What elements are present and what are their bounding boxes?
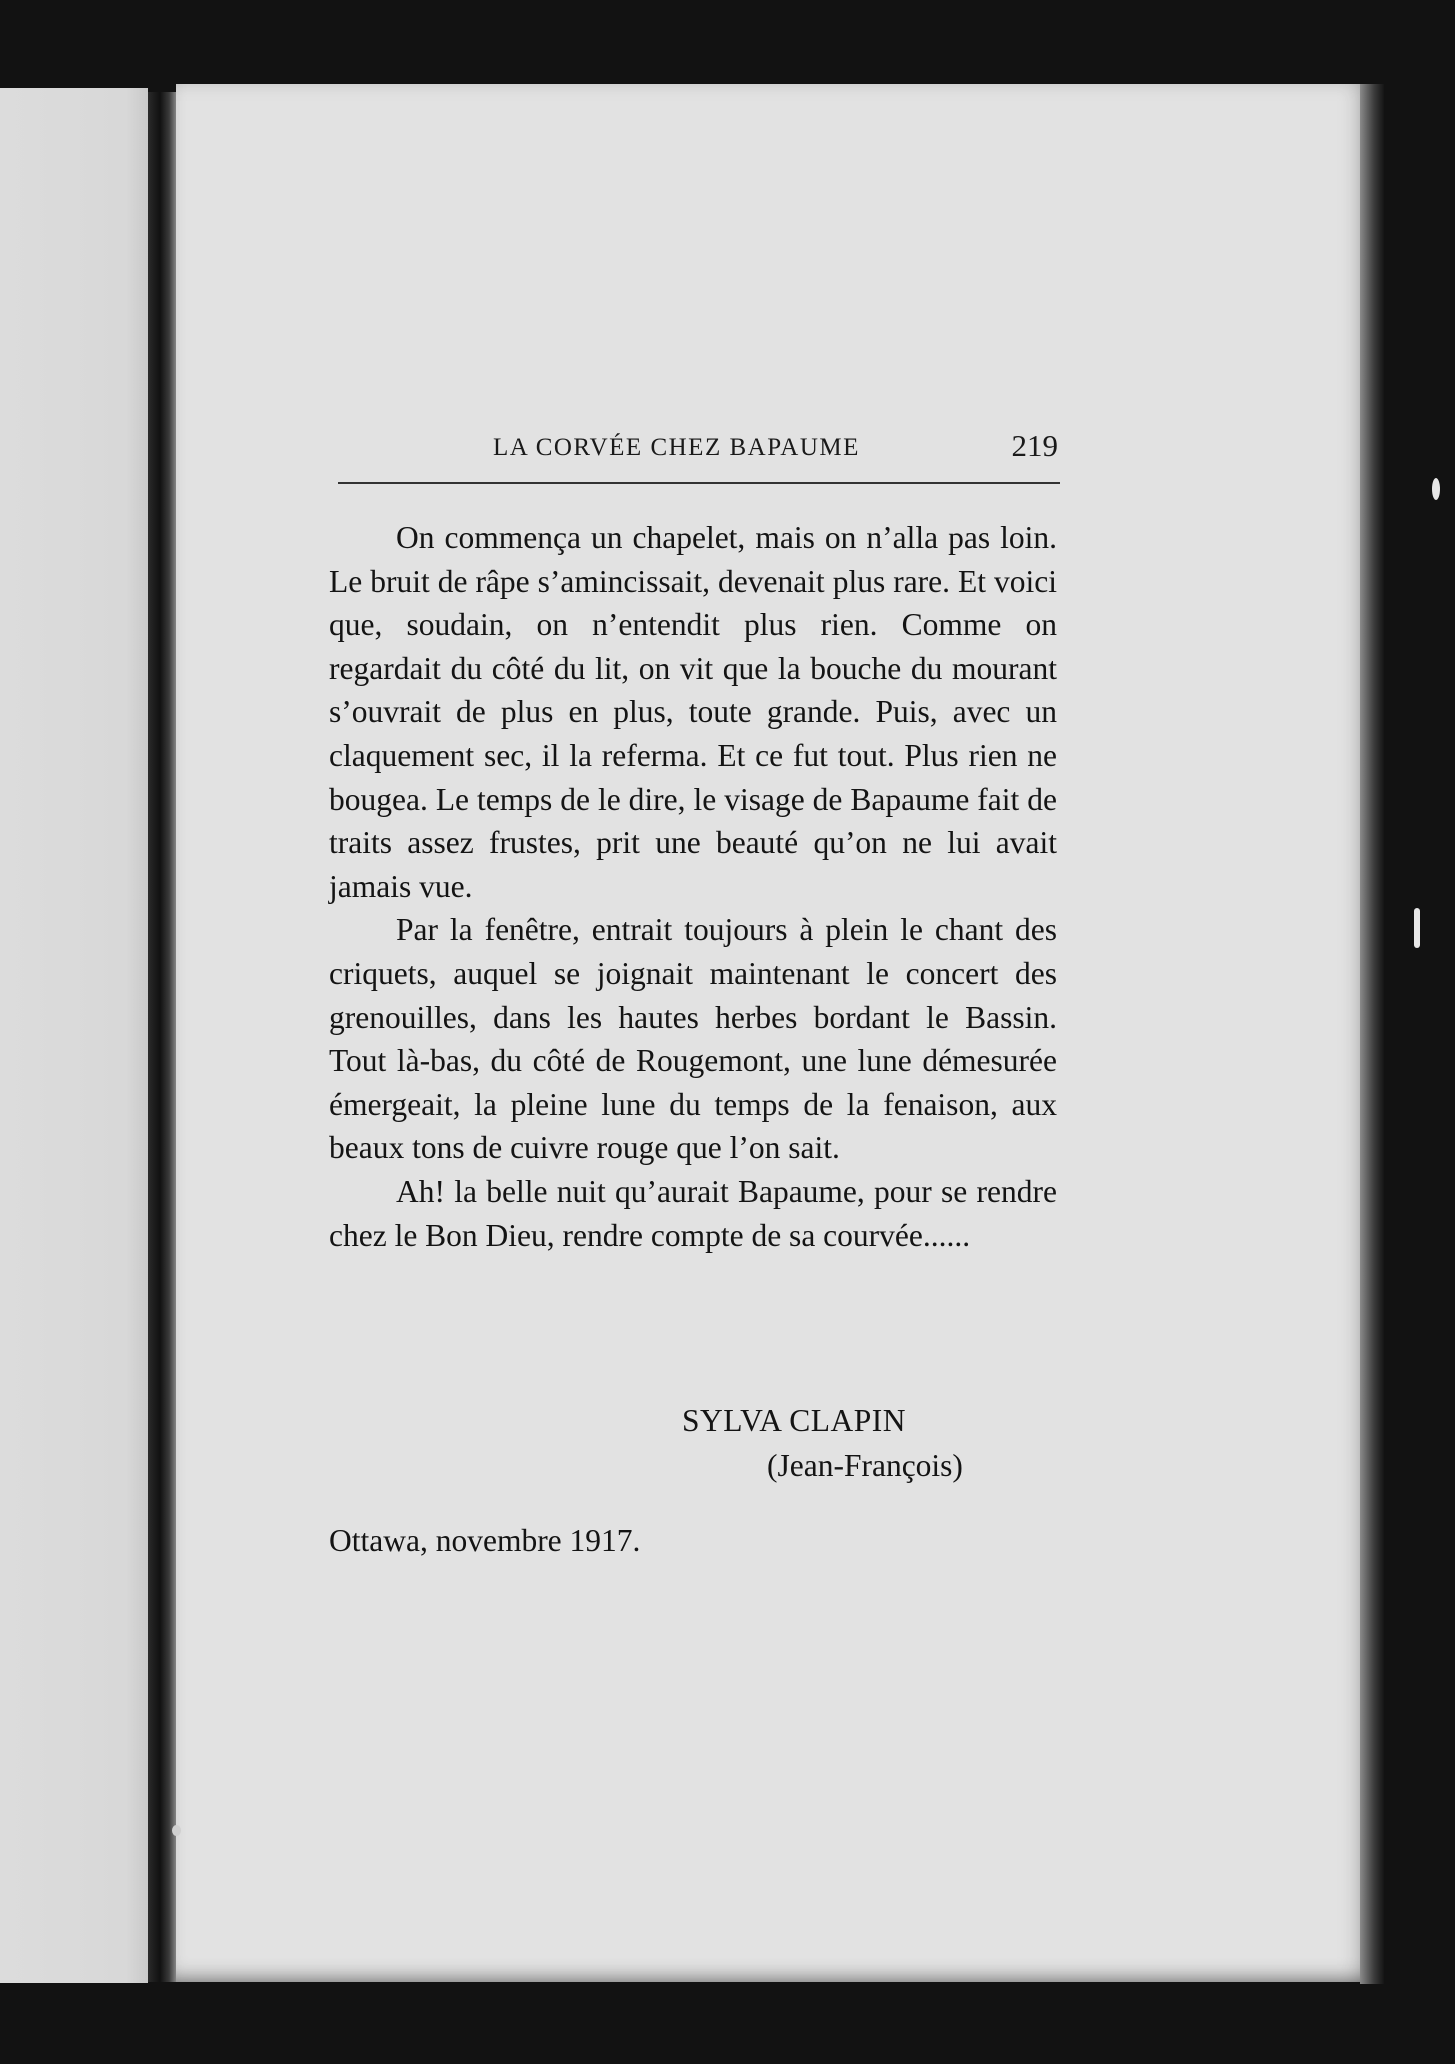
body-text [329, 516, 1057, 1257]
author-pseudonym: (Jean-François) [767, 1448, 963, 1483]
facing-page-edge [0, 88, 148, 1983]
scan-speck [1414, 908, 1420, 948]
scan-speck [1432, 478, 1440, 500]
paragraph: Ah! la belle nuit qu’aurait Bapaume, pour se rendre chez le Bon Dieu, rendre compte de sa courvée...... [329, 1173, 1057, 1253]
header-rule [338, 482, 1060, 484]
scan-speck [172, 1825, 181, 1836]
running-head [338, 424, 1060, 478]
dateline: Ottawa, novembre 1917. [329, 1523, 641, 1558]
paragraph: On commença un chapelet, mais on n’alla pas loin. Le bruit de râpe s’amincissait, devenait plus rare. Et voici que, soudain, on n’entendit plus rien. Comme on regardait du côté du lit, on vit que la bouche du mourant s’ouvrait de plus en plus, toute grande. Puis, avec un claquement sec, il la referma. Et ce fut tout. Plus rien ne bougea. Le temps de le dire, le visage de Bapaume fait de traits assez frustes, prit une beauté qu’on ne lui avait jamais vue. [329, 520, 1057, 904]
page-number: 219 [1011, 428, 1058, 463]
author-name: SYLVA CLAPIN [682, 1403, 906, 1438]
page-right-edge-shadow [1360, 84, 1384, 1984]
book-binding-gutter [148, 92, 178, 1982]
paragraph: Par la fenêtre, entrait toujours à plein le chant des criquets, auquel se joignait maintenant le concert des grenouilles, dans les hautes herbes bordant le Bassin. Tout là-bas, du côté de Rougemont, une lune démesurée émergeait, la pleine lune du temps de la fenaison, aux beaux tons de cuivre rouge que l’on sait. [329, 912, 1057, 1166]
running-head-title: LA CORVÉE CHEZ BAPAUME [493, 434, 860, 461]
